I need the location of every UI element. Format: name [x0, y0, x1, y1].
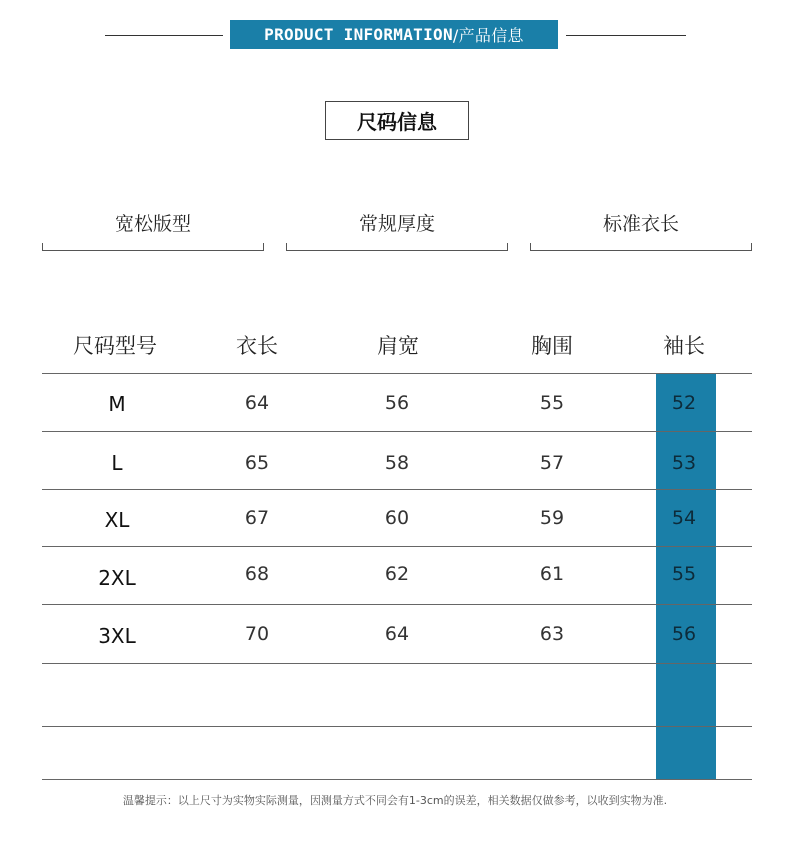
banner-title-en: PRODUCT INFORMATION — [264, 25, 453, 44]
table-cell-length: 64 — [244, 392, 270, 414]
size-info-title: 尺码信息 — [325, 101, 469, 140]
table-row-size: L — [111, 451, 123, 475]
header-chest: 胸围 — [531, 334, 573, 358]
table-cell-shoulder: 60 — [384, 507, 410, 529]
table-divider — [42, 604, 752, 605]
table-divider — [42, 726, 752, 727]
attribute-fit-label: 宽松版型 — [114, 213, 191, 235]
table-cell-sleeve: 55 — [671, 563, 697, 585]
attribute-thickness — [286, 205, 508, 251]
table-cell-shoulder: 64 — [384, 623, 410, 645]
table-row-size: 2XL — [98, 566, 136, 590]
banner-title-cn: /产品信息 — [452, 26, 524, 45]
table-cell-shoulder: 58 — [384, 452, 410, 474]
table-cell-length: 68 — [244, 563, 270, 585]
attribute-fit — [42, 205, 264, 251]
table-cell-chest: 59 — [539, 507, 565, 529]
table-divider — [42, 373, 752, 374]
table-divider — [42, 663, 752, 664]
attribute-thickness-label: 常规厚度 — [358, 213, 435, 235]
table-divider — [42, 431, 752, 432]
table-cell-length: 65 — [244, 452, 270, 474]
header-size: 尺码型号 — [73, 334, 157, 358]
table-cell-chest: 63 — [539, 623, 565, 645]
attribute-length — [530, 205, 752, 251]
table-row-size: M — [108, 392, 126, 416]
table-row-size: 3XL — [98, 624, 136, 648]
table-cell-shoulder: 56 — [384, 392, 410, 414]
attribute-length-label: 标准衣长 — [602, 213, 679, 235]
table-divider — [42, 489, 752, 490]
table-cell-chest: 57 — [539, 452, 565, 474]
table-cell-chest: 61 — [539, 563, 565, 585]
table-cell-sleeve: 52 — [671, 392, 697, 414]
table-row-size: XL — [104, 508, 130, 532]
product-info-banner — [230, 20, 558, 49]
table-cell-sleeve: 56 — [671, 623, 697, 645]
table-cell-sleeve: 54 — [671, 507, 697, 529]
table-divider — [42, 779, 752, 780]
header-sleeve: 袖长 — [663, 334, 705, 358]
size-note: 温馨提示：以上尺寸为实物实际测量，因测量方式不同会有1-3cm的误差，相关数据仅做参考，以收到实物为准. — [122, 794, 668, 807]
header-shoulder: 肩宽 — [377, 334, 419, 358]
table-divider — [42, 546, 752, 547]
table-cell-chest: 55 — [539, 392, 565, 414]
table-cell-length: 70 — [244, 623, 270, 645]
table-cell-length: 67 — [244, 507, 270, 529]
header-right-line — [566, 35, 686, 36]
header-length: 衣长 — [236, 334, 278, 358]
table-cell-sleeve: 53 — [671, 452, 697, 474]
header-left-line — [105, 35, 223, 36]
table-cell-shoulder: 62 — [384, 563, 410, 585]
